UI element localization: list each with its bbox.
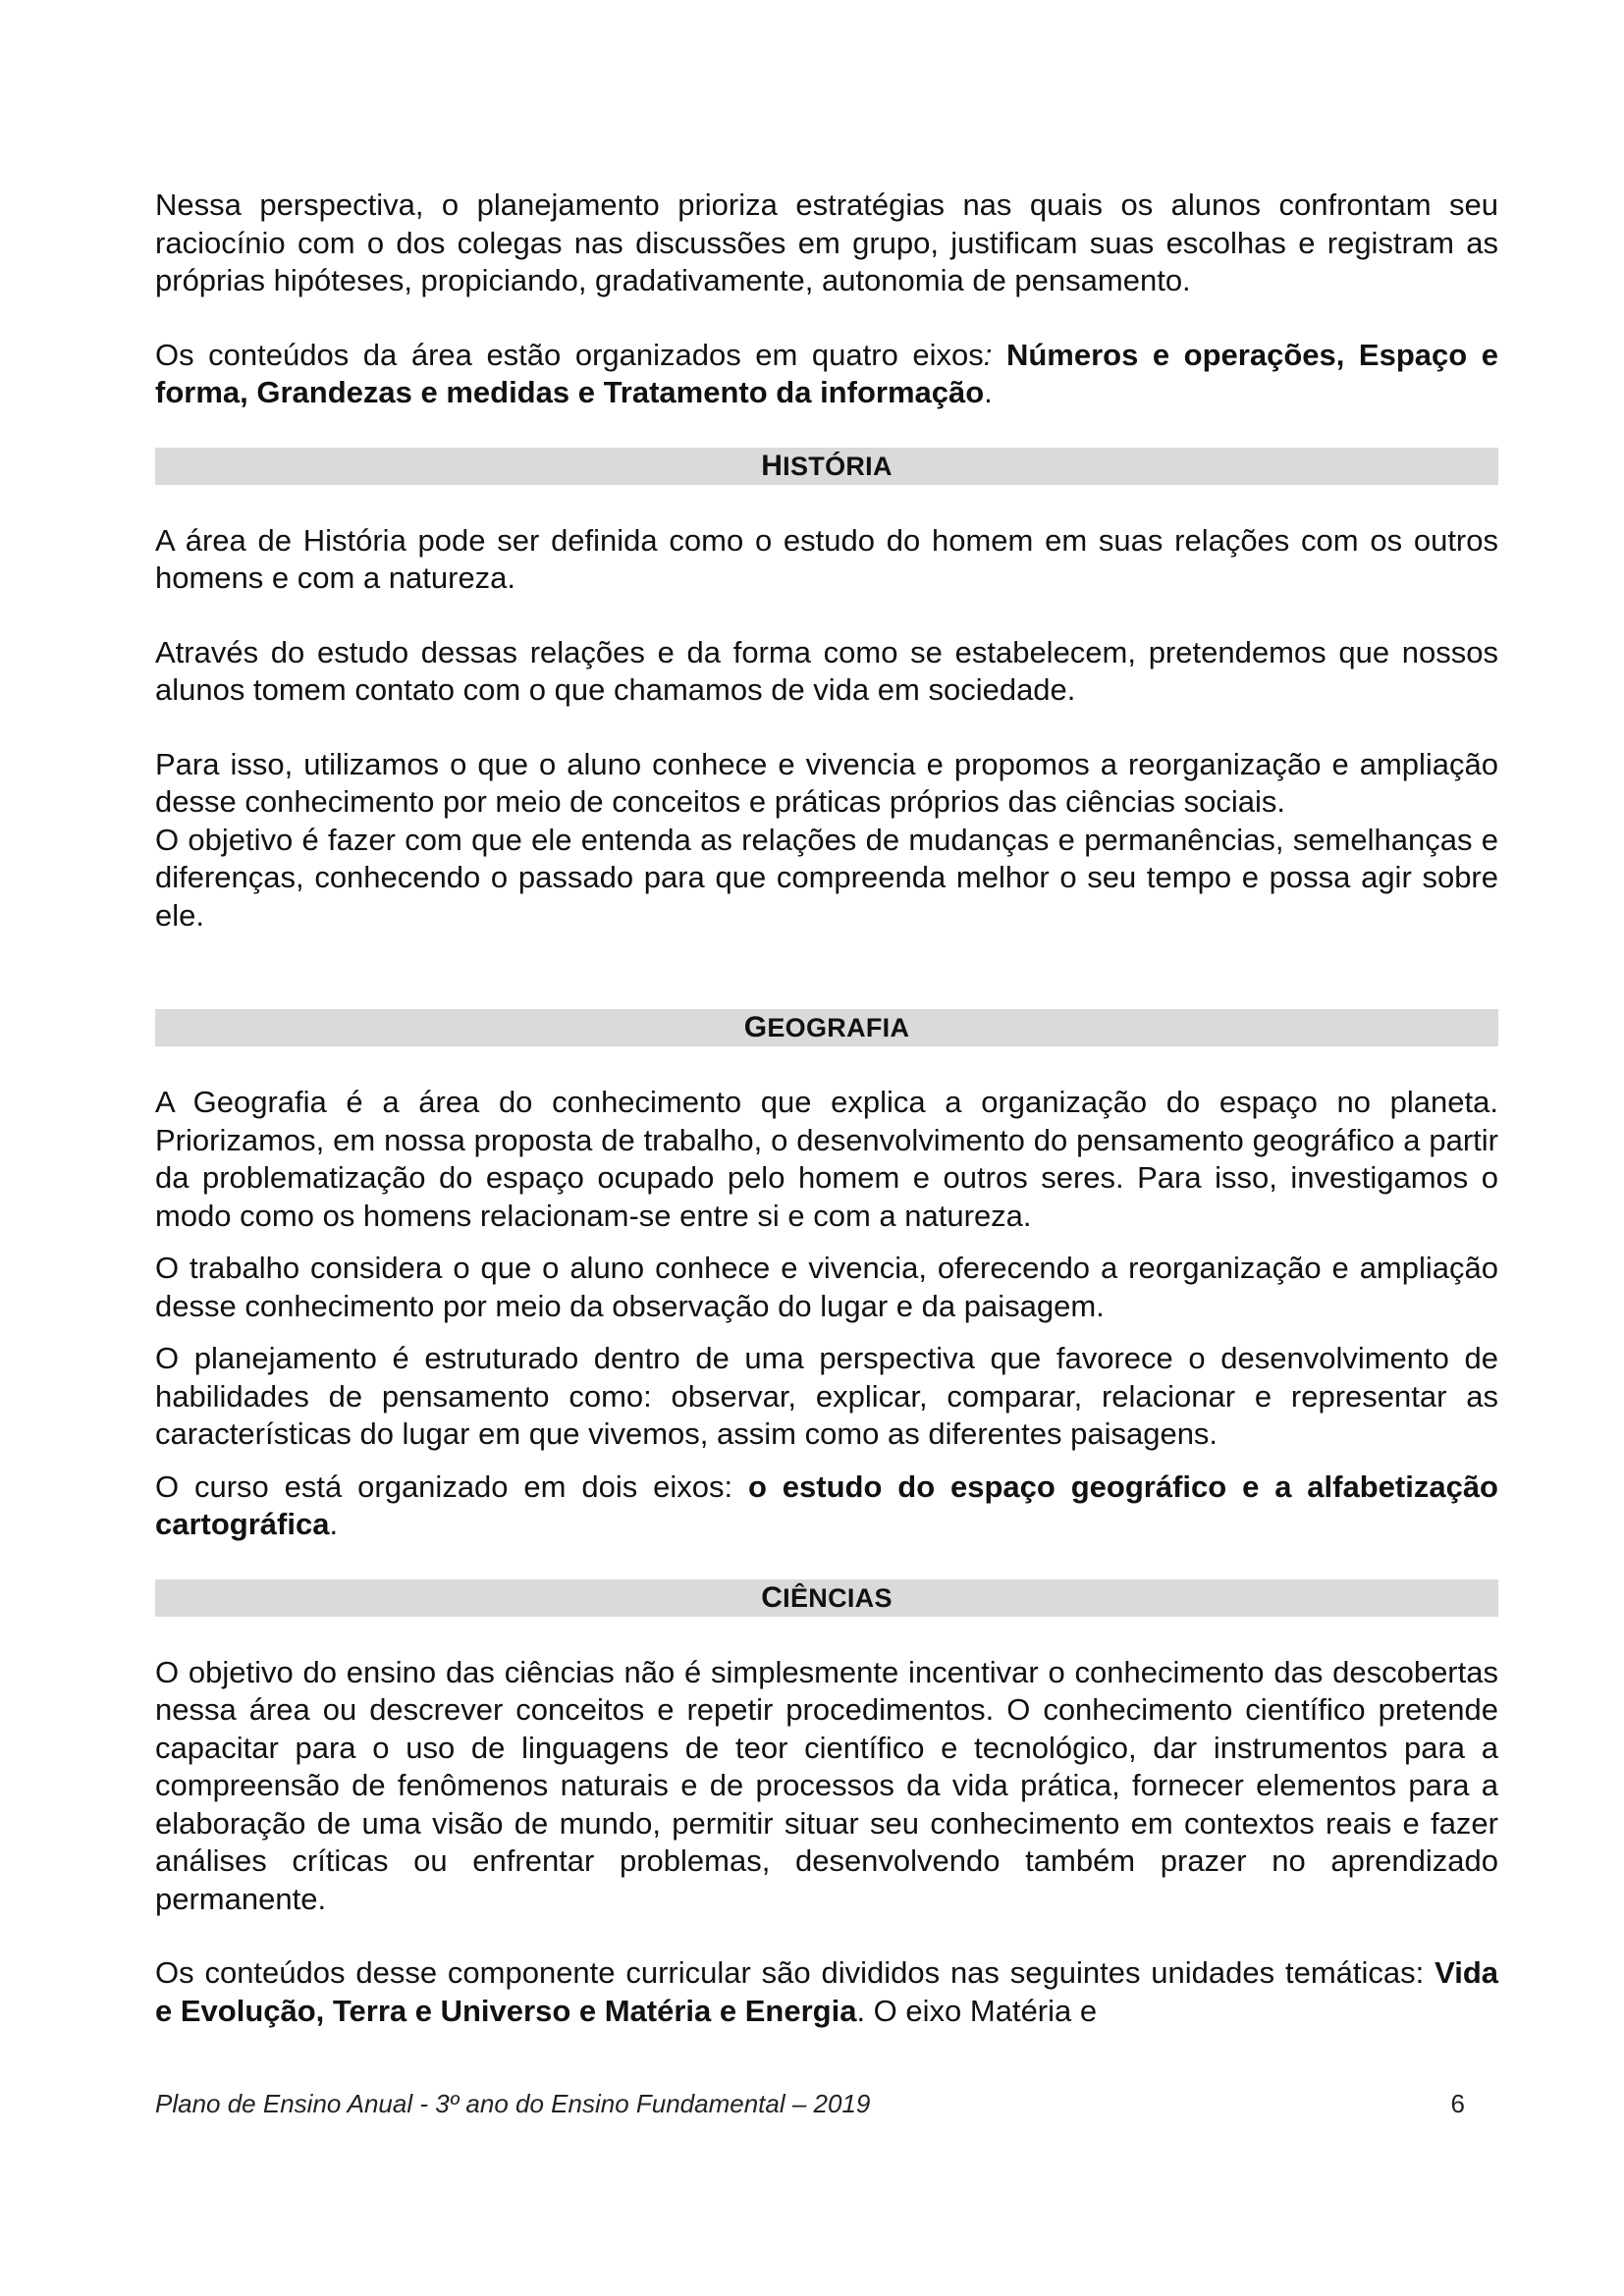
- paragraph-geografia-2: O trabalho considera o que o aluno conhece e vivencia, oferecendo a reorganização e ampliação desse conhecimento por meio da observação do lugar e da paisagem.: [155, 1251, 1498, 1323]
- paragraph-ciencias-2: [155, 1954, 1498, 2030]
- paragraph-text: . O eixo Matéria e: [856, 1993, 1098, 2028]
- document-page: [155, 187, 1498, 2030]
- page-footer: [155, 2089, 1465, 2119]
- bold-unidades: Vida e Evolução, Terra e Universo e Matéria e Energia: [155, 1955, 1498, 2028]
- bold-eixos: o estudo do espaço geográfico e a alfabetização cartográfica: [155, 1468, 1498, 1541]
- footer-title: Plano de Ensino Anual - 3º ano do Ensino Fundamental – 2019: [155, 2089, 871, 2118]
- paragraph-historia-3: Para isso, utilizamos o que o aluno conhece e vivencia e propomos a reorganização e ampliação desse conhecimento por meio de conceitos e práticas próprios das ciências sociais.: [155, 746, 1498, 819]
- paragraph-geografia-1: A Geografia é a área do conhecimento que explica a organização do espaço no planeta. Priorizamos, em nossa proposta de trabalho, o desenvolvimento do pensamento geográfico a partir da problematização do espaço ocupado pelo homem e outros seres. Para isso, investigamos o modo como os homens relacionam-se entre si e com a natureza.: [155, 1085, 1498, 1233]
- paragraph-text: Os conteúdos da área estão organizados em quatro eixos: [155, 337, 984, 372]
- paragraph-ciencias-1: O objetivo do ensino das ciências não é simplesmente incentivar o conhecimento das descobertas nessa área ou descrever conceitos e repetir procedimentos. O conhecimento científico pretende capacitar para o uso de linguagens de teor científico e tecnológico, dar instrumentos para a compreensão de fenômenos naturais e de processos da vida prática, fornecer elementos para a elaboração de uma visão de mundo, permitir situar seu conhecimento em contextos reais e fazer análises críticas ou enfrentar problemas, desenvolvendo também prazer no aprendizado permanente.: [155, 1654, 1498, 1916]
- paragraph-historia-4: O objetivo é fazer com que ele entenda as relações de mudanças e permanências, semelhanças e diferenças, conhecendo o passado para que compreenda melhor o seu tempo e possa agir sobre ele.: [155, 822, 1498, 933]
- heading-rest: EOGRAFIA: [767, 1013, 910, 1042]
- bold-eixos: Números e operações, Espaço e forma, Grandezas e medidas e Tratamento da informação: [155, 337, 1498, 409]
- colon: :: [983, 337, 1006, 372]
- paragraph-geografia-4: [155, 1468, 1498, 1544]
- section-heading-geografia: [155, 1009, 1498, 1046]
- paragraph-historia-2: Através do estudo dessas relações e da forma como se estabelecem, pretendemos que nossos alunos tomem contato com o que chamamos de vida em sociedade.: [155, 634, 1498, 707]
- paragraph-text: .: [329, 1507, 339, 1541]
- heading-initial: H: [761, 449, 784, 482]
- heading-initial: C: [761, 1580, 784, 1614]
- page-number: 6: [1450, 2089, 1465, 2118]
- paragraph-text: O curso está organizado em dois eixos:: [155, 1468, 748, 1504]
- heading-initial: G: [743, 1011, 768, 1043]
- paragraph-geografia-3: O planejamento é estruturado dentro de uma perspectiva que favorece o desenvolvimento de habilidades de pensamento como: observar, explicar, comparar, relacionar e representar as características do lugar em que vivemos, assim como as diferentes paisagens.: [155, 1341, 1498, 1451]
- paragraph-eixos-matematica: [155, 337, 1498, 412]
- paragraph-historia-1: A área de História pode ser definida como o estudo do homem em suas relações com os outros homens e com a natureza.: [155, 522, 1498, 595]
- paragraph-text: .: [984, 375, 993, 409]
- heading-rest: ISTÓRIA: [783, 451, 893, 481]
- section-heading-historia: [155, 448, 1498, 485]
- section-heading-ciencias: [155, 1579, 1498, 1617]
- paragraph-text: Os conteúdos desse componente curricular são divididos nas seguintes unidades temáticas:: [155, 1955, 1435, 1990]
- heading-rest: IÊNCIAS: [783, 1582, 893, 1613]
- paragraph-intro: Nessa perspectiva, o planejamento prioriza estratégias nas quais os alunos confrontam seu raciocínio com o dos colegas nas discussões em grupo, justificam suas escolhas e registram as próprias hipóteses, propiciando, gradativamente, autonomia de pensamento.: [155, 187, 1498, 297]
